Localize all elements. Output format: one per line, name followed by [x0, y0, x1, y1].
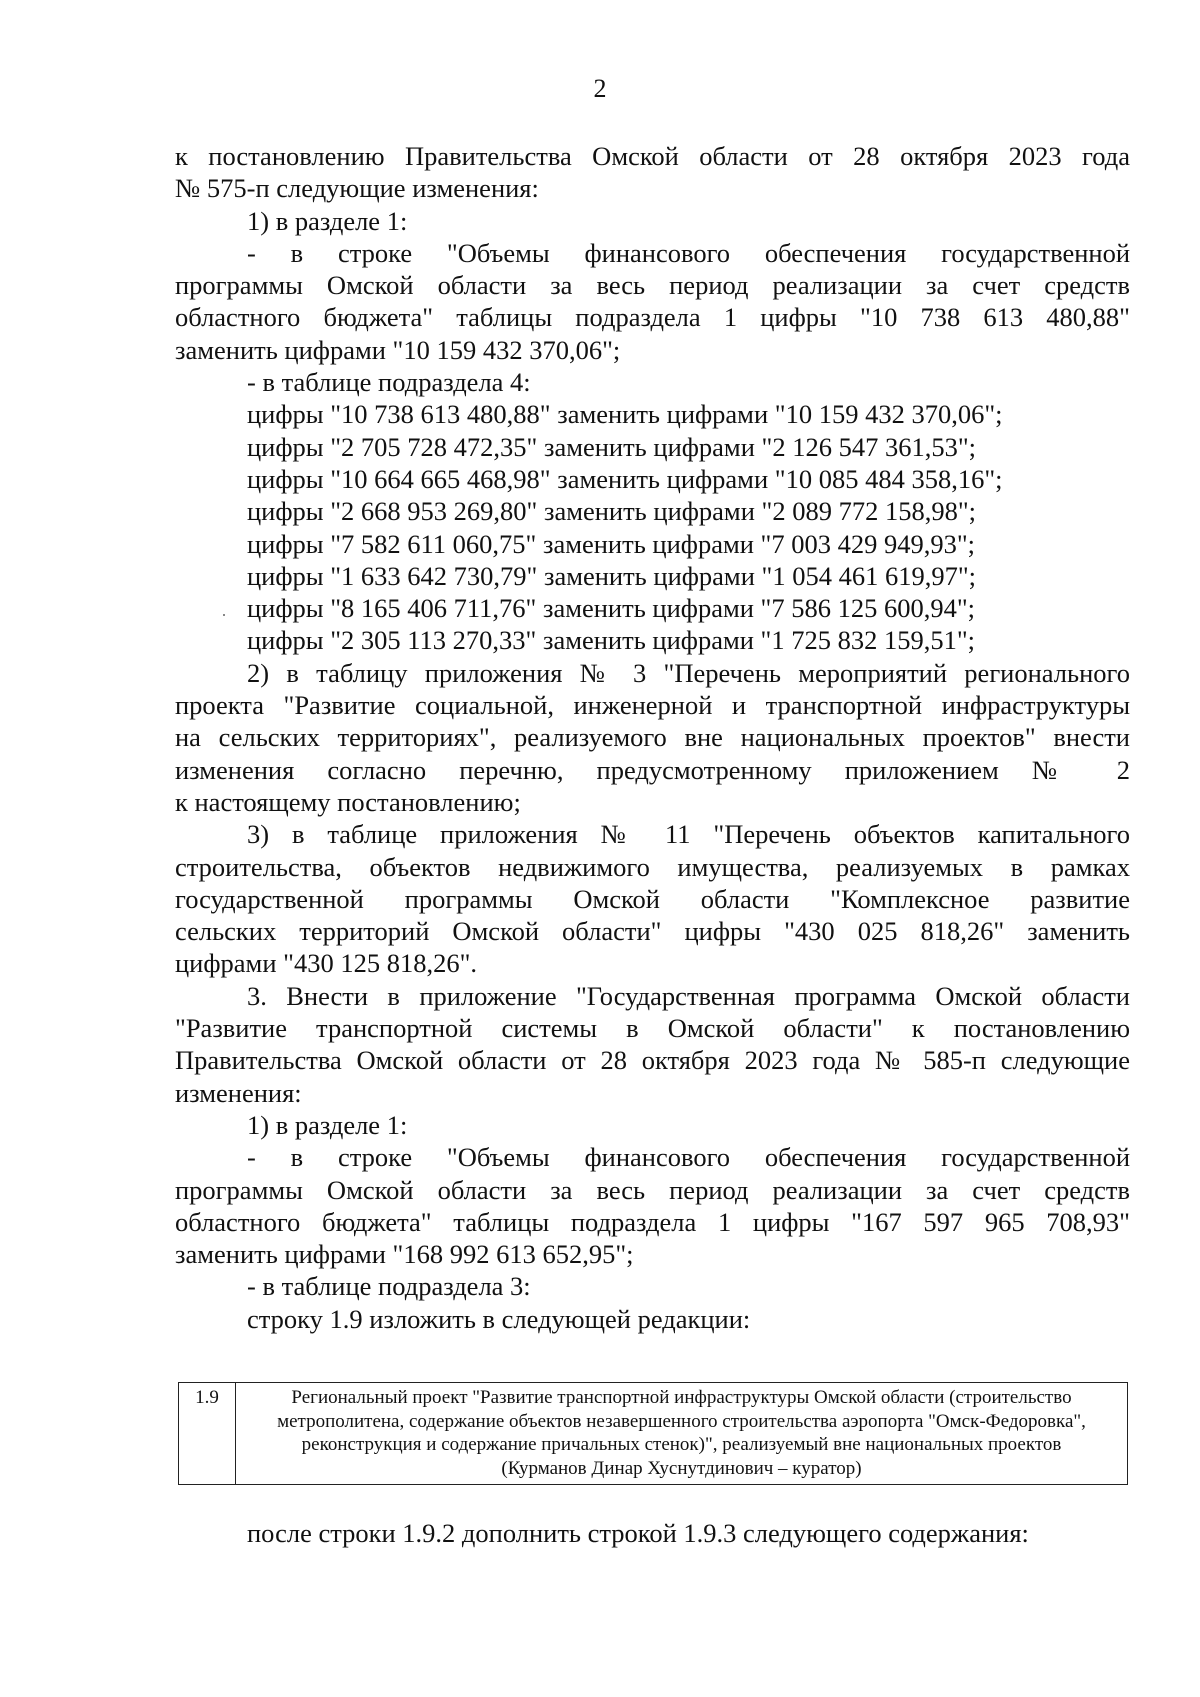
paragraph-line: - в таблице подраздела 3:	[247, 1271, 531, 1302]
paragraph-line: областного бюджета" таблицы подраздела 1 цифры "10 738 613 480,88"	[175, 302, 1130, 333]
cell-line: метрополитена, содержание объектов незавершенного строительства аэропорта "Омск-Федоровка",	[277, 1410, 1086, 1432]
cell-line: (Курманов Динар Хуснутдинович – куратор)	[501, 1457, 862, 1479]
paragraph-line: Правительства Омской области от 28 октября 2023 года № 585-п следующие	[175, 1045, 1130, 1076]
paragraph-line: заменить цифрами "10 159 432 370,06";	[175, 334, 621, 365]
paragraph-line: строительства, объектов недвижимого имущества, реализуемых в рамках	[175, 851, 1130, 882]
paragraph-line: цифрами "430 125 818,26".	[175, 948, 478, 979]
paragraph-line: сельских территорий Омской области" цифры "430 025 818,26" заменить	[175, 916, 1130, 947]
paragraph-line: программы Омской области за весь период реализации за счет средств	[175, 1174, 1130, 1205]
paragraph-line: заменить цифрами "168 992 613 652,95";	[175, 1239, 634, 1270]
after-table-text: после строки 1.9.2 дополнить строкой 1.9.3 следующего содержания:	[247, 1518, 1029, 1548]
paragraph-line: к настоящему постановлению;	[175, 786, 521, 817]
page-number: 2	[593, 74, 607, 103]
replacement-line: цифры "2 305 113 270,33" заменить цифрами "1 725 832 159,51";	[247, 625, 976, 656]
paragraph-line: - в строке "Объемы финансового обеспечения государственной	[247, 237, 1130, 268]
paragraph-line: строку 1.9 изложить в следующей редакции:	[247, 1303, 751, 1334]
paragraph-line: государственной программы Омской области "Комплексное развитие	[175, 883, 1130, 914]
replacement-line: цифры "1 633 642 730,79" заменить цифрами "1 054 461 619,97";	[247, 560, 977, 591]
paragraph-line: "Развитие транспортной системы в Омской области" к постановлению	[175, 1013, 1130, 1044]
replacement-line: цифры "2 705 728 472,35" заменить цифрами "2 126 547 361,53";	[247, 431, 977, 462]
row-number-cell: 1.9	[179, 1383, 236, 1485]
paragraph-line: изменения:	[175, 1077, 302, 1108]
paragraph-line: 3. Внести в приложение "Государственная программа Омской области	[247, 980, 1130, 1011]
program-table	[178, 1382, 1128, 1485]
replacement-line: цифры "10 664 665 468,98" заменить цифрами "10 085 484 358,16";	[247, 463, 1003, 494]
paragraph-line: к постановлению Правительства Омской области от 28 октября 2023 года	[175, 141, 1130, 171]
paragraph-line: областного бюджета" таблицы подраздела 1 цифры "167 597 965 708,93"	[175, 1206, 1130, 1237]
paragraph-line: на сельских территориях", реализуемого вне национальных проектов" внести	[175, 722, 1130, 753]
replacement-line: цифры "2 668 953 269,80" заменить цифрами "2 089 772 158,98";	[247, 496, 977, 527]
paragraph-line: проекта "Развитие социальной, инженерной и транспортной инфраструктуры	[175, 690, 1130, 721]
replacement-line: цифры "8 165 406 711,76" заменить цифрами "7 586 125 600,94";	[247, 593, 976, 624]
paragraph-line: изменения согласно перечню, предусмотренному приложением № 2	[175, 754, 1130, 785]
row-text-cell	[236, 1383, 1128, 1485]
cell-line: Региональный проект "Развитие транспортной инфраструктуры Омской области (строительство	[291, 1387, 1072, 1408]
cell-line: реконструкция и содержание причальных стенок)", реализуемый вне национальных проектов	[301, 1434, 1062, 1455]
document-body	[175, 140, 1130, 1335]
paragraph-line: программы Омской области за весь период реализации за счет средств	[175, 270, 1130, 301]
replacement-line: цифры "10 738 613 480,88" заменить цифрами "10 159 432 370,06";	[247, 399, 1003, 430]
paragraph-line: - в таблице подраздела 4:	[247, 367, 531, 398]
replacement-line: цифры "7 582 611 060,75" заменить цифрами "7 003 429 949,93";	[247, 528, 976, 559]
section-item: 1) в разделе 1:	[247, 1109, 408, 1140]
paragraph-line: № 575-п следующие изменения:	[175, 173, 539, 204]
paragraph-line: - в строке "Объемы финансового обеспечения государственной	[247, 1142, 1130, 1173]
table-row	[179, 1383, 1128, 1485]
paragraph-line: 3) в таблице приложения № 11 "Перечень объектов капитального	[247, 819, 1130, 850]
section-item: 1) в разделе 1:	[247, 205, 408, 236]
paragraph-line: 2) в таблицу приложения № 3 "Перечень мероприятий регионального	[247, 657, 1130, 688]
